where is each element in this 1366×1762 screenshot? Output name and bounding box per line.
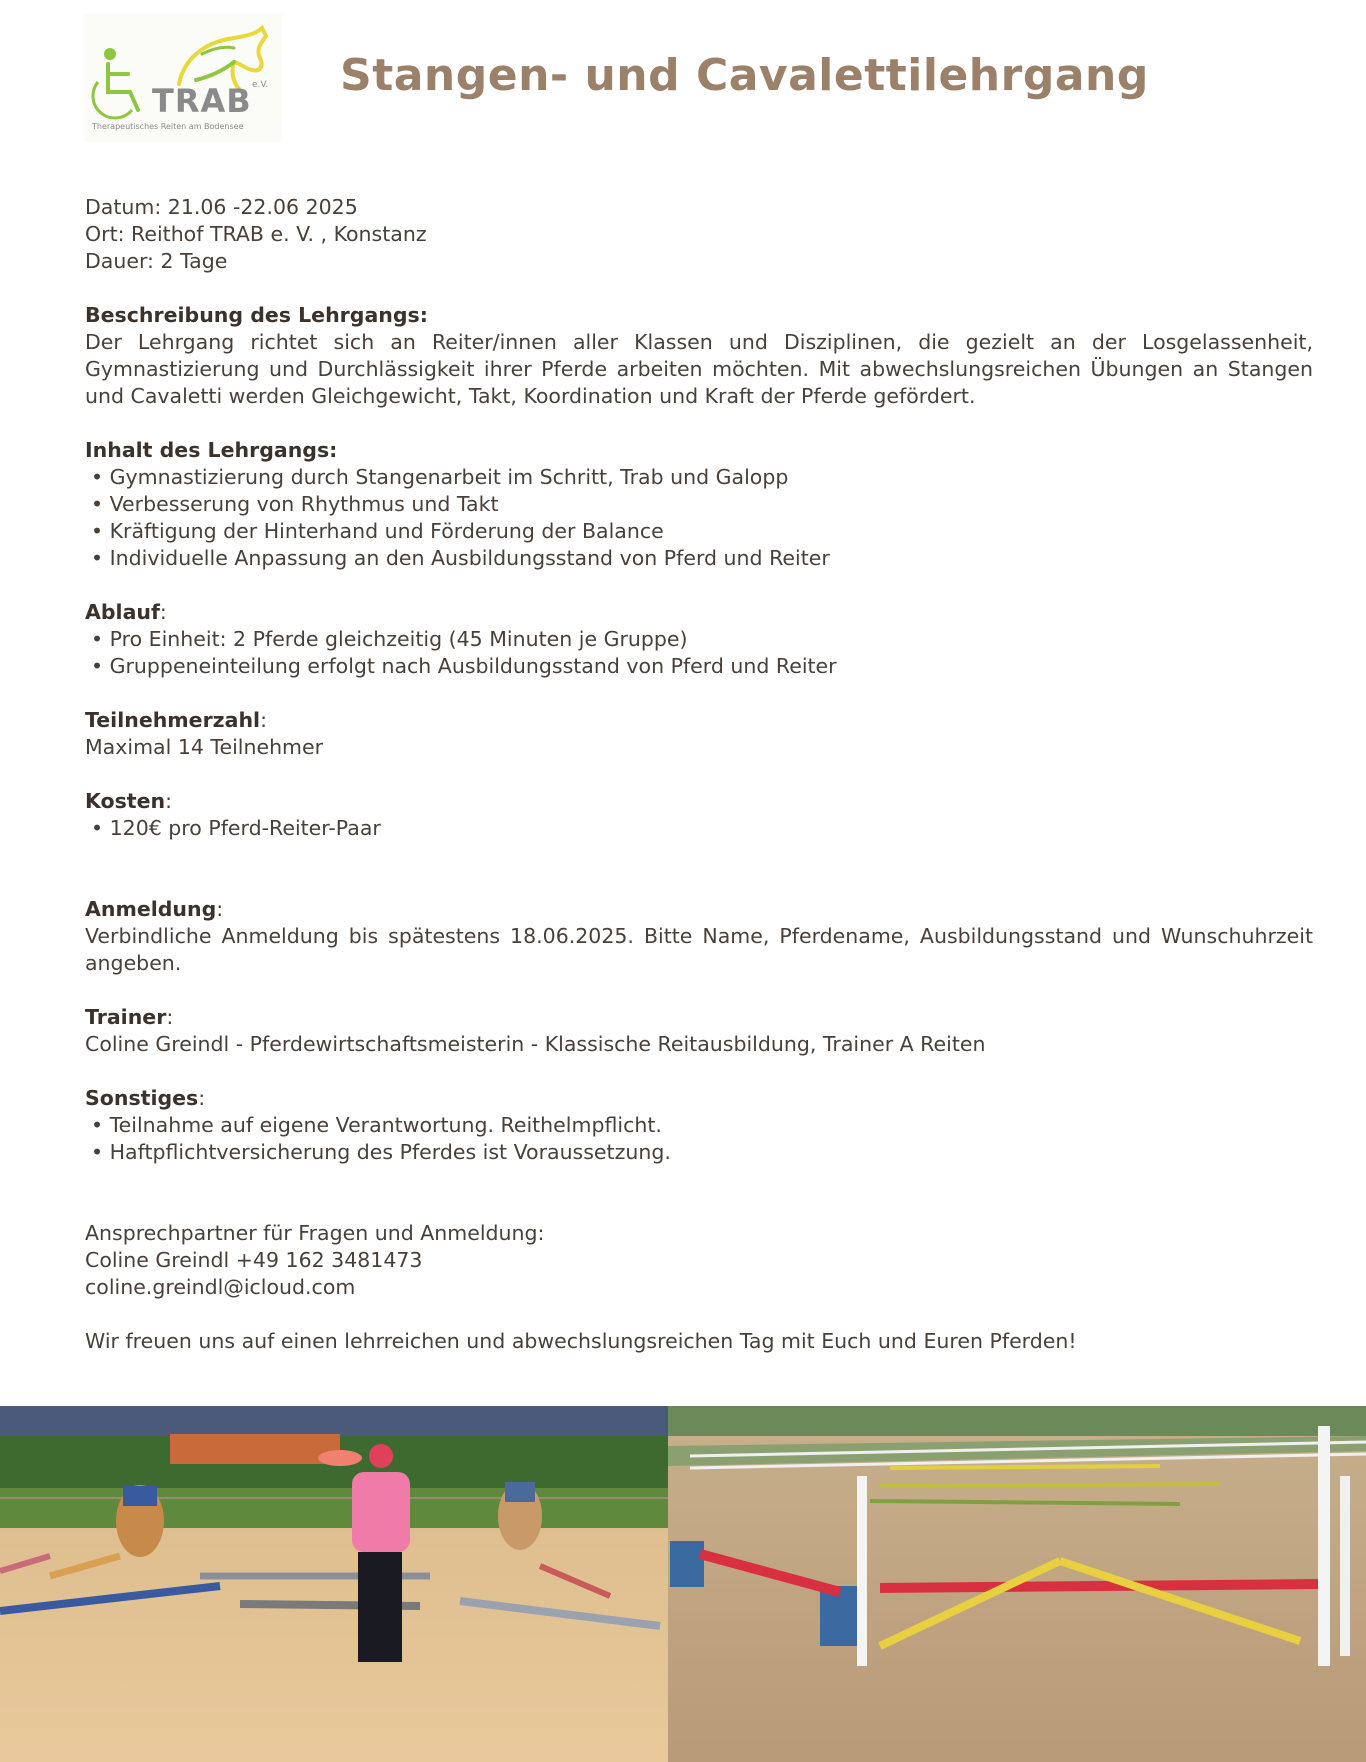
- info-datum: Datum: 21.06 -22.06 2025: [85, 195, 358, 219]
- info-ort: Ort: Reithof TRAB e. V. , Konstanz: [85, 222, 427, 246]
- photo-strip: [0, 1406, 1366, 1762]
- sonstiges-heading-line: [85, 1085, 1313, 1112]
- list-item: • Haftpflichtversicherung des Pferdes ist Voraussetzung.: [85, 1139, 1313, 1166]
- sonstiges-heading: Sonstiges: [85, 1086, 199, 1110]
- beschreibung-heading: Beschreibung des Lehrgangs:: [85, 303, 428, 327]
- kontakt-email: coline.greindl@icloud.com: [85, 1275, 356, 1299]
- kontakt-name-phone: Coline Greindl +49 162 3481473: [85, 1248, 423, 1272]
- kosten-colon: :: [165, 789, 173, 813]
- ablauf-colon: :: [159, 600, 167, 624]
- ablauf-heading-line: [85, 599, 1313, 626]
- kosten-heading: Kosten: [85, 789, 166, 813]
- trainer-text: Coline Greindl - Pferdewirtschaftsmeisterin - Klassische Reitausbildung, Trainer A Reiten: [85, 1032, 986, 1056]
- teilnehmer-colon: :: [260, 708, 267, 732]
- logo-suffix: e.V.: [252, 80, 269, 90]
- list-item: • Gruppeneinteilung erfolgt nach Ausbildungsstand von Pferd und Reiter: [85, 653, 1313, 680]
- inhalt-heading: Inhalt des Lehrgangs:: [85, 438, 338, 462]
- list-item: • Kräftigung der Hinterhand und Förderung der Balance: [85, 518, 1313, 545]
- kosten-heading-line: [85, 788, 1313, 815]
- ablauf-heading: Ablauf: [85, 600, 160, 624]
- logo-wordmark: TRAB: [152, 82, 252, 120]
- trainer-heading-line: [85, 1004, 1313, 1031]
- page-title: Stangen- und Cavalettilehrgang: [340, 50, 1149, 101]
- info-dauer: Dauer: 2 Tage: [85, 249, 228, 273]
- photo-arena-cavaletti: [668, 1406, 1366, 1762]
- flyer-content: [85, 194, 1313, 1355]
- teilnehmer-heading: Teilnehmerzahl: [85, 708, 261, 732]
- list-item: • Gymnastizierung durch Stangenarbeit im Schritt, Trab und Galopp: [85, 464, 1313, 491]
- teilnehmer-text: Maximal 14 Teilnehmer: [85, 735, 324, 759]
- photo-arena-riders: [0, 1406, 668, 1762]
- list-item: • Teilnahme auf eigene Verantwortung. Reithelmpflicht.: [85, 1112, 1313, 1139]
- trab-logo: [84, 14, 282, 142]
- logo-tagline: Therapeutisches Reiten am Bodensee: [92, 122, 244, 131]
- list-item: • Verbesserung von Rhythmus und Takt: [85, 491, 1313, 518]
- sonstiges-colon: :: [198, 1086, 206, 1110]
- anmeldung-colon: :: [216, 897, 224, 921]
- list-item: • 120€ pro Pferd-Reiter-Paar: [85, 815, 1313, 842]
- closing-text: Wir freuen uns auf einen lehrreichen und abwechslungsreichen Tag mit Euch und Euren Pferden!: [85, 1329, 1077, 1353]
- anmeldung-heading: Anmeldung: [85, 897, 217, 921]
- kontakt-label: Ansprechpartner für Fragen und Anmeldung:: [85, 1221, 545, 1245]
- teilnehmer-heading-line: [85, 707, 1313, 734]
- anmeldung-text: Verbindliche Anmeldung bis spätestens 18.06.2025. Bitte Name, Pferdename, Ausbildungsstand und Wunschuhrzeit angeben.: [85, 924, 1313, 975]
- trainer-colon: :: [166, 1005, 174, 1029]
- list-item: • Individuelle Anpassung an den Ausbildungsstand von Pferd und Reiter: [85, 545, 1313, 572]
- beschreibung-text: Der Lehrgang richtet sich an Reiter/innen aller Klassen und Disziplinen, die gezielt an der Losgelassenheit, Gymnastizierung und Durchlässigkeit ihrer Pferde arbeiten möchten. Mit abwechslungsreichen Übungen an Stangen und Cavaletti werden Gleichgewicht, Takt, Koordination und Kraft der Pferde gefördert.: [85, 330, 1313, 408]
- anmeldung-heading-line: [85, 896, 1313, 923]
- list-item: • Pro Einheit: 2 Pferde gleichzeitig (45 Minuten je Gruppe): [85, 626, 1313, 653]
- arena-photos: [0, 1406, 1366, 1762]
- trainer-heading: Trainer: [85, 1005, 167, 1029]
